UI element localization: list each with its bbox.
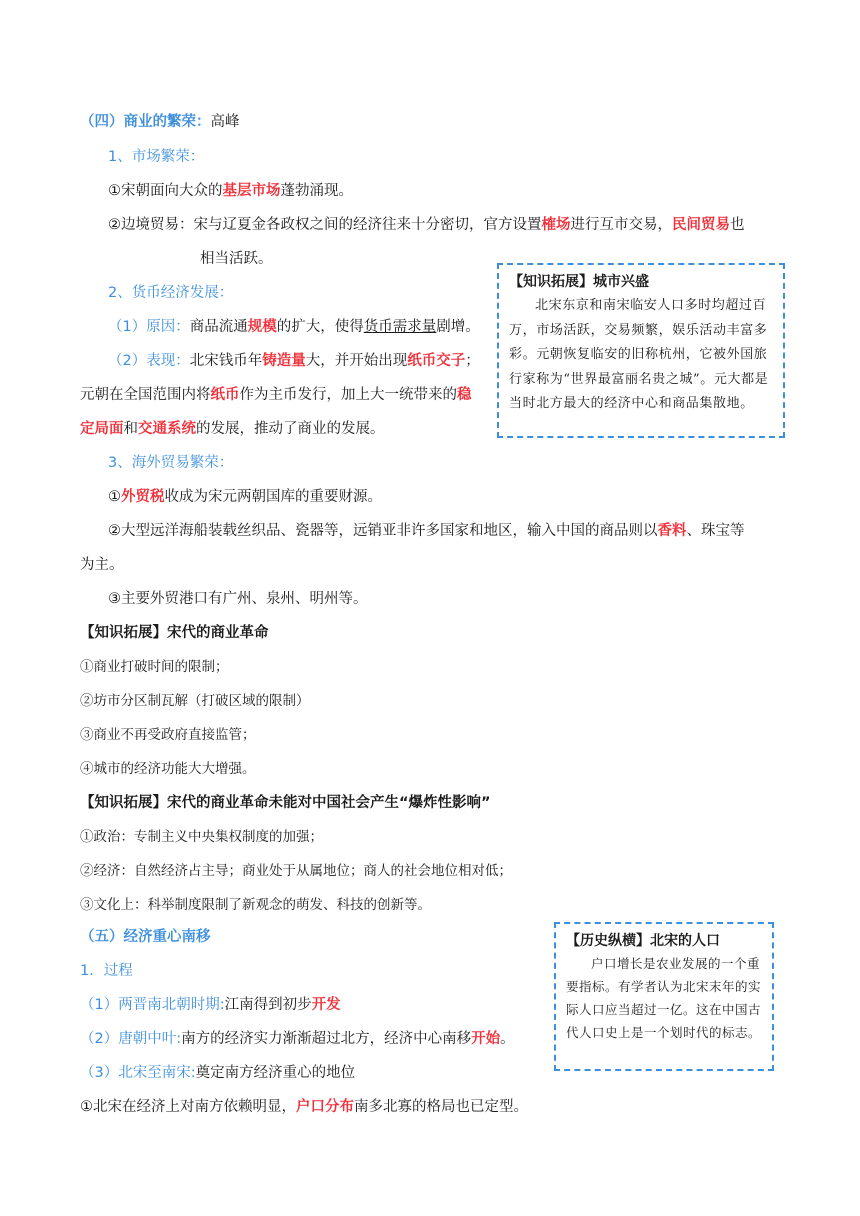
process-item-1: （1）两晋南北朝时期:江南得到初步开发	[80, 997, 341, 1013]
overseas-item-1: ①外贸税收成为宋元两朝国库的重要财源。	[108, 489, 382, 505]
market-item-1: ①宋朝面向大众的基层市场蓬勃涌现。	[108, 183, 353, 199]
ext2-title: 【知识拓展】宋代的商业革命未能对中国社会产生“爆炸性影响”	[80, 795, 491, 811]
market-item-2-cont: 相当活跃。	[200, 251, 273, 267]
history-box-population-body: 户口增长是农业发展的一个重要指标。有学者认为北宋末年的实际人口应当超过一亿。这在中国古代人口史上是一个划时代的标志。	[566, 956, 762, 1040]
section5-heading: （五）经济重心南移	[80, 929, 211, 945]
process-title: 1．过程	[80, 963, 133, 979]
ext1-item-4: ④城市的经济功能大大增强。	[80, 761, 256, 777]
history-box-population-title: 【历史纵横】北宋的人口	[566, 933, 720, 949]
overseas-item-2: ②大型远洋海船装载丝织品、瓷器等，远销亚非许多国家和地区，输入中国的商品则以香料、珠宝等	[108, 523, 745, 539]
ext1-title: 【知识拓展】宋代的商业革命	[80, 625, 269, 641]
section4-heading: （四）商业的繁荣：高峰	[80, 114, 240, 130]
history-box-population	[554, 922, 774, 1071]
process-item-3-detail: ①北宋在经济上对南方依赖明显，户口分布南多北寡的格局也已定型。	[80, 1099, 528, 1115]
process-item-3: （3）北宋至南宋:奠定南方经济重心的地位	[80, 1065, 356, 1081]
overseas-title: 3、海外贸易繁荣：	[108, 455, 234, 471]
ext2-item-2: ②经济：自然经济占主导；商业处于从属地位；商人的社会地位相对低；	[80, 863, 512, 879]
market-item-2: ②边境贸易：宋与辽夏金各政权之间的经济往来十分密切，官方设置榷场进行互市交易，民间贸易也	[108, 217, 745, 233]
ext1-item-3: ③商业不再受政府直接监管；	[80, 727, 256, 743]
currency-title: 2、货币经济发展：	[108, 285, 234, 301]
process-item-2: （2）唐朝中叶:南方的经济实力渐渐超过北方，经济中心南移开始。	[80, 1031, 515, 1047]
currency-performance-3: 定局面和交通系统的发展，推动了商业的发展。	[80, 421, 385, 437]
market-title: 1、市场繁荣：	[108, 149, 205, 165]
ext2-item-3: ③文化上：科举制度限制了新观念的萌发、科技的创新等。	[80, 897, 431, 913]
ext1-item-2: ②坊市分区制瓦解（打破区域的限制）	[80, 693, 310, 709]
overseas-item-2-cont: 为主。	[80, 557, 124, 573]
currency-cause: （1）原因：商品流通规模的扩大，使得货币需求量剧增。	[108, 319, 480, 335]
currency-performance-2: 元朝在全国范围内将纸币作为主币发行，加上大一统带来的稳	[80, 387, 472, 403]
knowledge-box-city	[497, 263, 785, 438]
currency-performance: （2）表现：北宋钱币年铸造量大，并开始出现纸币交子；	[108, 353, 480, 369]
overseas-item-3: ③主要外贸港口有广州、泉州、明州等。	[108, 591, 368, 607]
ext2-item-1: ①政治：专制主义中央集权制度的加强；	[80, 829, 323, 845]
knowledge-box-city-title: 【知识拓展】城市兴盛	[509, 274, 649, 290]
knowledge-box-city-body: 北宋东京和南宋临安人口多时均超过百万，市场活跃，交易频繁，娱乐活动丰富多彩。元朝恢复临安的旧称杭州，它被外国旅行家称为“世界最富丽名贵之城”。元大都是当时北方最大的经济中心和商品集散地。	[509, 298, 769, 411]
ext1-item-1: ①商业打破时间的限制；	[80, 659, 229, 675]
